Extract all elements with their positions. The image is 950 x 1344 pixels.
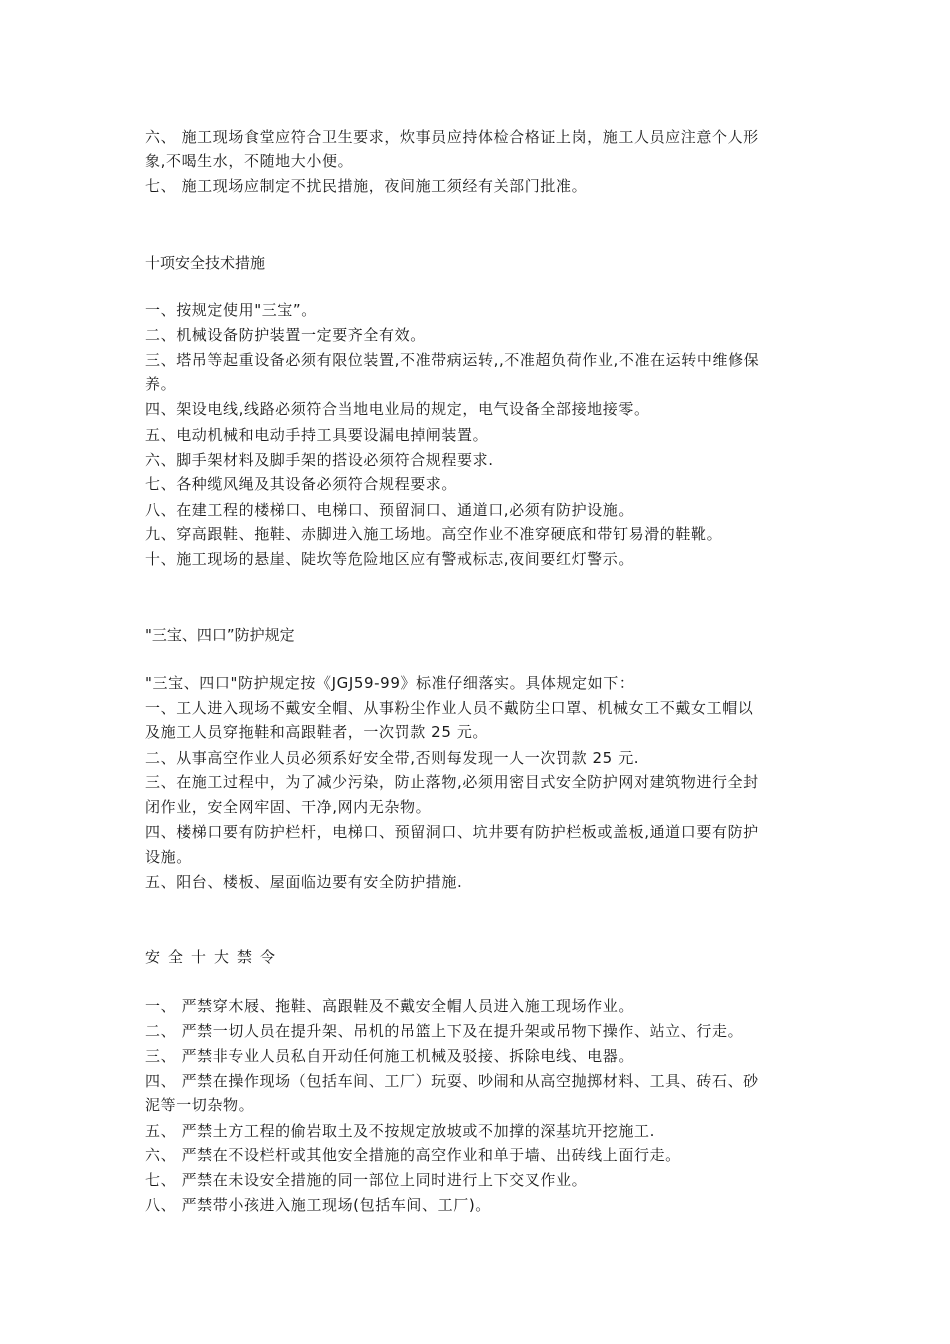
list-item: 泥等一切杂物。 [145,1096,255,1114]
list-item: 六、 严禁在不设栏杆或其他安全措施的高空作业和单于墙、出砖线上面行走。 [145,1146,681,1164]
list-item: 九、穿高跟鞋、拖鞋、赤脚进入施工场地。高空作业不准穿硬底和带钉易滑的鞋靴。 [145,525,723,543]
list-item: 三、在施工过程中，为了减少污染，防止落物,必须用密目式安全防护网对建筑物进行全封 [145,773,759,791]
paragraph-line: 七、 施工现场应制定不扰民措施，夜间施工须经有关部门批准。 [145,177,588,195]
paragraph-line: 六、 施工现场食堂应符合卫生要求，炊事员应持体检合格证上岗，施工人员应注意个人形 [145,128,759,146]
paragraph-line: "三宝、四口"防护规定按《JGJ59-99》标准仔细落实。具体规定如下： [145,674,635,692]
list-item: 四、楼梯口要有防护栏杆，电梯口、预留洞口、坑井要有防护栏板或盖板,通道口要有防护 [145,823,759,841]
list-item: 十、施工现场的悬崖、陡坎等危险地区应有警戒标志,夜间要红灯警示。 [145,550,634,568]
list-item: 一、 严禁穿木屐、拖鞋、高跟鞋及不戴安全帽人员进入施工现场作业。 [145,997,634,1015]
section-title: 安全十大禁令 [145,948,284,966]
list-item: 二、从事高空作业人员必须系好安全带,否则每发现一人一次罚款 25 元. [145,749,640,767]
list-item: 三、塔吊等起重设备必须有限位装置,不准带病运转,,不准超负荷作业,不准在运转中维修保 [145,351,760,369]
list-item: 设施。 [145,848,192,866]
list-item: 四、 严禁在操作现场（包括车间、工厂）玩耍、吵闹和从高空抛掷材料、工具、砖石、砂 [145,1072,759,1090]
list-item: 八、在建工程的楼梯口、电梯口、预留洞口、通道口,必须有防护设施。 [145,501,634,519]
list-item: 四、架设电线,线路必须符合当地电业局的规定，电气设备全部接地接零。 [145,400,650,418]
list-item: 一、按规定使用"三宝”。 [145,301,317,319]
list-item: 及施工人员穿拖鞋和高跟鞋者，一次罚款 25 元。 [145,723,489,741]
list-item: 闭作业，安全网牢固、干净,网内无杂物。 [145,798,432,816]
section-title: 十项安全技术措施 [145,254,266,272]
list-item: 八、 严禁带小孩进入施工现场(包括车间、工厂)。 [145,1196,491,1214]
section-title: "三宝、四口”防护规定 [145,626,295,644]
list-item: 五、 严禁土方工程的偷岩取土及不按规定放坡或不加撑的深基坑开挖施工. [145,1122,655,1140]
list-item: 七、各种缆风绳及其设备必须符合规程要求。 [145,475,458,493]
list-item: 二、机械设备防护装置一定要齐全有效。 [145,326,426,344]
paragraph-line: 象,不喝生水，不随地大小便。 [145,152,354,170]
list-item: 六、脚手架材料及脚手架的搭设必须符合规程要求. [145,451,494,469]
list-item: 一、工人进入现场不戴安全帽、从事粉尘作业人员不戴防尘口罩、机械女工不戴女工帽以 [145,699,754,717]
list-item: 二、 严禁一切人员在提升架、吊机的吊篮上下及在提升架或吊物下操作、站立、行走。 [145,1022,744,1040]
list-item: 五、阳台、楼板、屋面临边要有安全防护措施. [145,873,463,891]
list-item: 七、 严禁在未设安全措施的同一部位上同时进行上下交叉作业。 [145,1171,588,1189]
list-item: 养。 [145,375,177,393]
list-item: 三、 严禁非专业人员私自开动任何施工机械及驳接、拆除电线、电器。 [145,1047,634,1065]
list-item: 五、电动机械和电动手持工具要设漏电掉闸装置。 [145,426,489,444]
